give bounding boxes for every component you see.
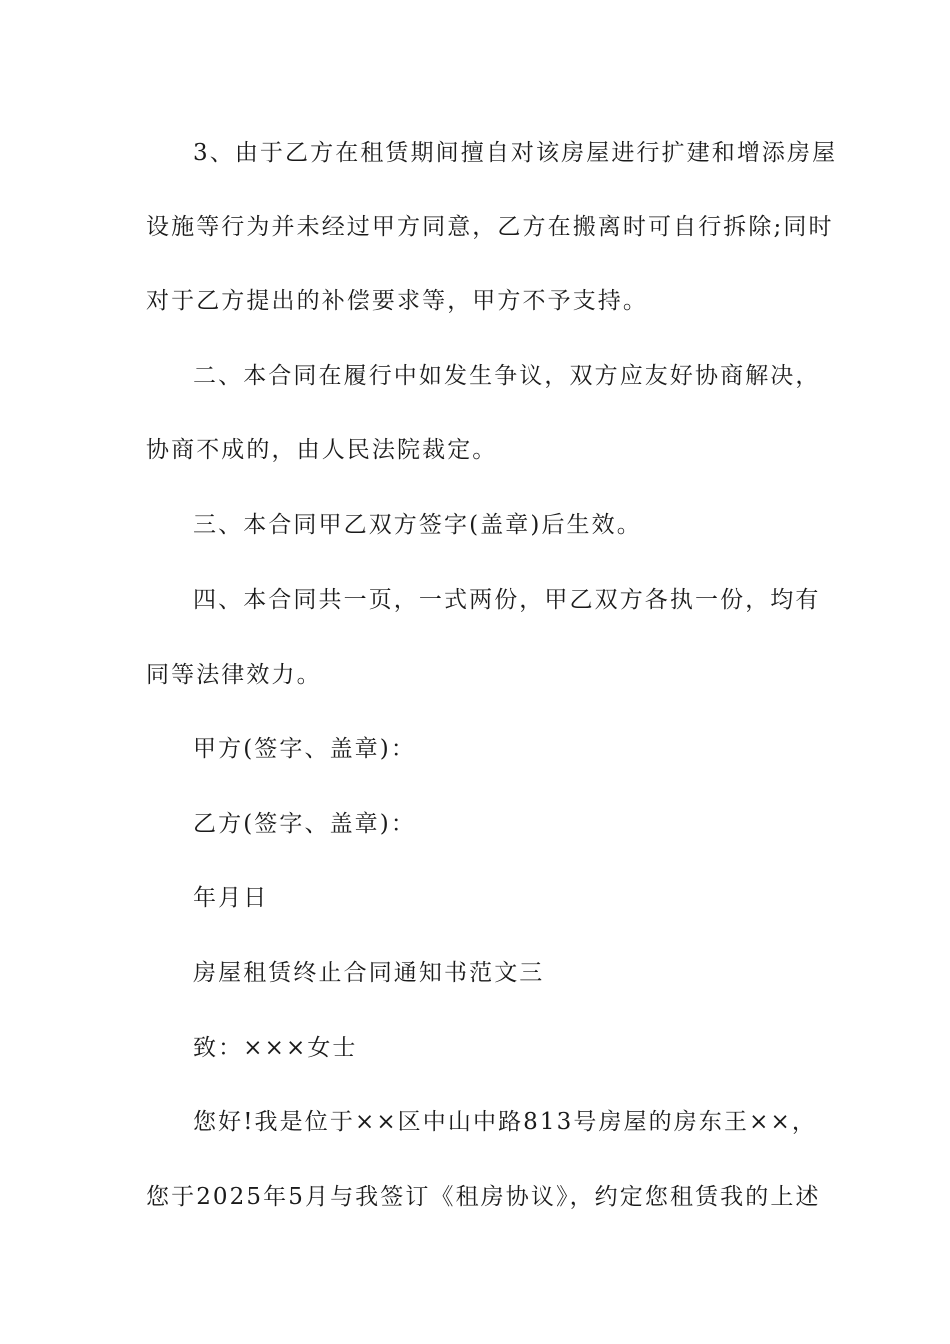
paragraph-line: 三、本合同甲乙双方签字(盖章)后生效。 xyxy=(193,512,642,538)
paragraph-line: 同等法律效力。 xyxy=(146,662,322,688)
paragraph-line: 设施等行为并未经过甲方同意，乙方在搬离时可自行拆除;同时 xyxy=(146,214,834,240)
signature-line-party-a: 甲方(签字、盖章)： xyxy=(193,736,416,762)
paragraph-line: 对于乙方提出的补偿要求等，甲方不予支持。 xyxy=(146,288,648,314)
paragraph-line: 您于2025年5月与我签订《租房协议》，约定您租赁我的上述 xyxy=(146,1184,821,1210)
section-heading: 房屋租赁终止合同通知书范文三 xyxy=(193,960,545,986)
paragraph-line: 3、由于乙方在租赁期间擅自对该房屋进行扩建和增添房屋 xyxy=(193,140,838,166)
paragraph-line: 二、本合同在履行中如发生争议，双方应友好协商解决， xyxy=(193,363,821,389)
paragraph-line: 协商不成的，由人民法院裁定。 xyxy=(146,437,498,463)
date-line: 年月日 xyxy=(193,885,269,911)
paragraph-line: 四、本合同共一页，一式两份，甲乙双方各执一份，均有 xyxy=(193,587,821,613)
salutation: 致：×××女士 xyxy=(193,1035,358,1061)
paragraph-line: 您好!我是位于××区中山中路813号房屋的房东王××， xyxy=(193,1109,817,1135)
signature-line-party-b: 乙方(签字、盖章)： xyxy=(193,811,416,837)
